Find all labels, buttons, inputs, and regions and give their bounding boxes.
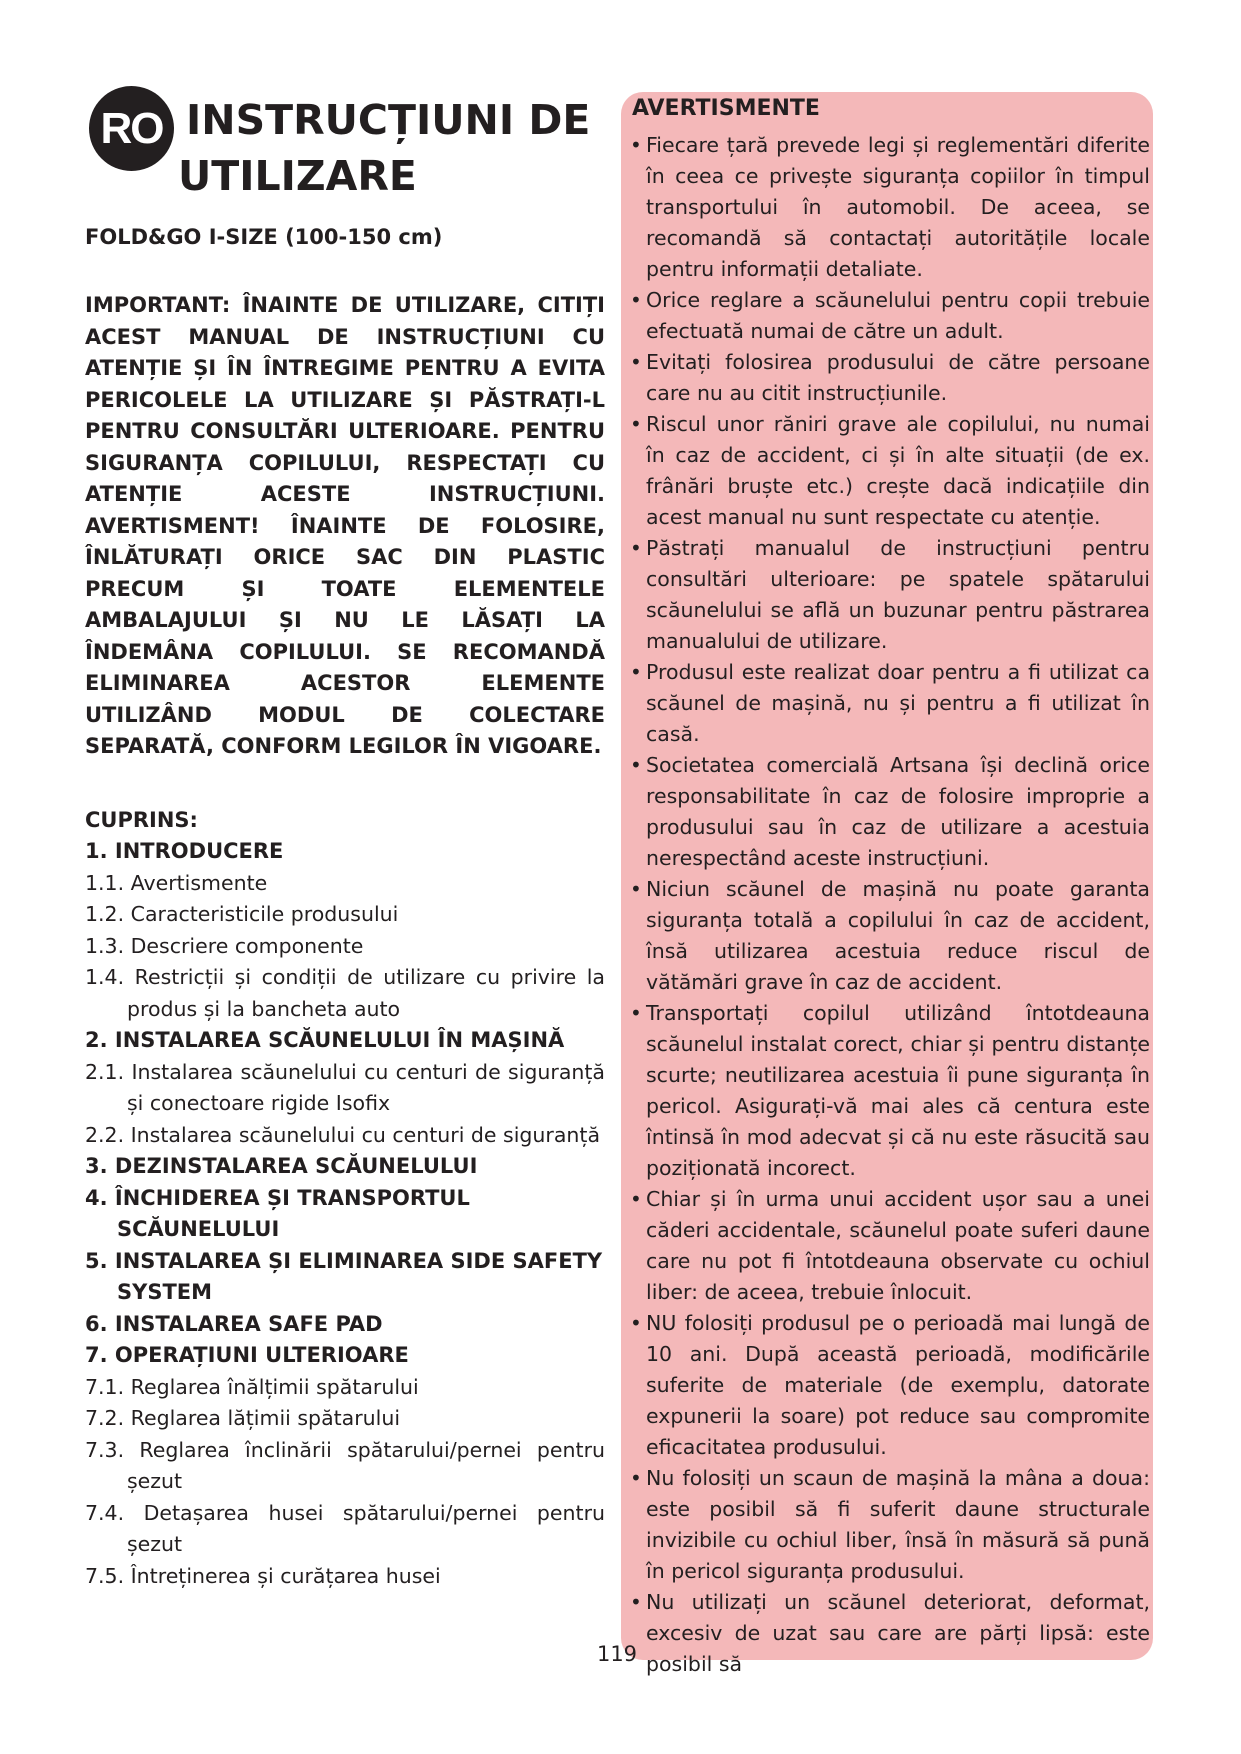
toc-item: 7.1. Reglarea înălțimii spătarului [85,1374,419,1399]
important-notice: IMPORTANT: ÎNAINTE DE UTILIZARE, CITIȚI ACEST MANUAL DE INSTRUCȚIUNI CU ATENȚIE ȘI ÎN ÎNTREGIME PENTRU A EVITA PERICOLELE LA UTILIZARE ȘI PĂSTRAȚI-L PENTRU CONSULTĂRI ULTERIOARE. PENTRU SIGURANȚA COPILULUI, RESPECTAȚI CU ATENȚIE ACESTE INSTRUCȚIUNI. AVERTISMENT! ÎNAINTE DE FOLOSIRE, ÎNLĂTURAȚI ORICE SAC DIN PLASTIC PRECUM ȘI TOATE ELEMENTELE AMBALAJULUI ȘI NU LE LĂSAȚI LA ÎNDEMÂNA COPILULUI. SE RECOMANDĂ ELIMINAREA ACESTOR ELEMENTE UTILIZÂND MODUL DE COLECTARE SEPARATĂ, CONFORM LEGILOR ÎN VIGOARE. [85,293,605,758]
warning-item [630,657,1150,750]
bullet-icon: • [630,133,642,157]
warning-item [630,409,1150,533]
toc-item: 3. DEZINSTALAREA SCĂUNELULUI [85,1154,478,1178]
toc-item: 2.1. Instalarea scăunelului cu centuri de siguranță și conectoare rigide Isofix [85,1059,605,1115]
warning-text: Păstrați manualul de instrucțiuni pentru consultări ulterioare: pe spatele spătarului scăunelului se află un buzunar pentru păstrarea manualului de utilizare. [646,536,1150,653]
page-title [178,92,606,204]
warning-item [630,750,1150,874]
warning-text: Societatea comercială Artsana își declină orice responsabilitate în caz de folosire improprie a produsului sau în caz de utilizare a acestuia nerespectând aceste instrucțiuni. [646,753,1150,870]
bullet-icon: • [630,753,642,777]
warning-item [630,1587,1150,1680]
bullet-icon: • [630,1187,642,1211]
bullet-icon: • [630,660,642,684]
bullet-icon: • [630,412,642,436]
title-line-2: UTILIZARE [178,152,417,200]
bullet-icon: • [630,1001,642,1025]
warning-text: Fiecare țară prevede legi și reglementări diferite în ceea ce privește siguranța copiilor în timpul transportului în automobil. De aceea, se recomandă să contactați autoritățile locale pentru informații detaliate. [646,133,1150,281]
warning-text: Evitați folosirea produsului de către persoane care nu au citit instrucțiunile. [646,350,1150,405]
toc-item: 5. INSTALAREA ȘI ELIMINAREA SIDE SAFETY SYSTEM [85,1248,603,1304]
bullet-icon: • [630,877,642,901]
toc-item: 1.2. Caracteristicile produsului [85,902,399,926]
bullet-icon: • [630,536,642,560]
warning-text: Riscul unor răniri grave ale copilului, nu numai în caz de accident, ci și în alte situații (de ex. frânări bruște etc.) crește dacă indicațiile din acest manual nu sunt respectate cu atenție. [646,412,1150,529]
toc-item: 7.4. Detașarea husei spătarului/pernei pentru șezut [85,1500,605,1556]
warning-text: Produsul este realizat doar pentru a fi utilizat ca scăunel de mașină, nu și pentru a fi utilizat în casă. [646,660,1150,746]
toc-item: 2.2. Instalarea scăunelului cu centuri de siguranță [85,1122,601,1147]
toc-heading: CUPRINS: [85,807,198,832]
title-line-1: INSTRUCȚIUNI DE [186,96,591,144]
toc-item: 2. INSTALAREA SCĂUNELULUI ÎN MAȘINĂ [85,1028,565,1052]
warning-item [630,998,1150,1184]
warning-text: Nu folosiți un scaun de mașină la mâna a doua: este posibil să fi suferit daune structurale invizibile cu ochiul liber, însă în măsură să pună în pericol siguranța produsului. [646,1466,1150,1583]
warning-item [630,1184,1150,1308]
product-name: FOLD&GO I-SIZE (100-150 cm) [85,225,443,249]
warning-item [630,347,1150,409]
toc-item: 1.4. Restricții și condiții de utilizare cu privire la produs și la bancheta auto [85,965,605,1021]
bullet-icon: • [630,288,642,312]
toc-item: 7.3. Reglarea înclinării spătarului/pernei pentru șezut [85,1437,605,1493]
bullet-icon: • [630,1590,642,1614]
warning-text: Chiar și în urma unui accident ușor sau a unei căderi accidentale, scăunelul poate suferi daune care nu pot fi întotdeauna observate cu ochiul liber: de aceea, trebuie înlocuit. [646,1187,1150,1304]
warning-item [630,874,1150,998]
warning-text: NU folosiți produsul pe o perioadă mai lungă de 10 ani. După această perioadă, modificările suferite de materiale (de exemplu, datorate expunerii la soare) pot reduce sau compromite eficacitatea produsului. [646,1311,1150,1459]
toc-item: 1.1. Avertismente [85,870,268,895]
warning-item [630,130,1150,285]
warnings-list [630,130,1150,1680]
warning-item [630,533,1150,657]
language-badge-ro: RO [89,86,174,171]
toc-item: 6. INSTALAREA SAFE PAD [85,1311,383,1336]
toc-item: 1.3. Descriere componente [85,933,364,958]
warning-text: Orice reglare a scăunelului pentru copii trebuie efectuată numai de către un adult. [646,288,1150,343]
warning-item [630,1463,1150,1587]
toc-item: 7. OPERAȚIUNI ULTERIOARE [85,1343,409,1367]
warning-item [630,1308,1150,1463]
toc-item: 1. INTRODUCERE [85,839,284,863]
bullet-icon: • [630,1466,642,1490]
page-number: 119 [596,1642,638,1666]
warnings-title: AVERTISMENTE [632,96,820,121]
toc-item: 4. ÎNCHIDEREA ȘI TRANSPORTUL SCĂUNELULUI [85,1185,470,1241]
warning-text: Niciun scăunel de mașină nu poate garanta siguranța totală a copilului în caz de accident, însă utilizarea acestuia reduce riscul de vătămări grave în caz de accident. [646,877,1150,994]
warning-text: Nu utilizați un scăunel deteriorat, deformat, excesiv de uzat sau care are părți lipsă: este posibil să [646,1590,1150,1676]
bullet-icon: • [630,350,642,374]
table-of-contents [85,836,605,1592]
toc-item: 7.2. Reglarea lățimii spătarului [85,1406,401,1430]
left-column [85,222,605,1592]
toc-item: 7.5. Întreținerea și curățarea husei [85,1563,441,1588]
warning-item [630,285,1150,347]
bullet-icon: • [630,1311,642,1335]
warning-text: Transportați copilul utilizând întotdeauna scăunelul instalat corect, chiar și pentru distanțe scurte; neutilizarea acestuia îi pune siguranța în pericol. Asigurați-vă mai ales că centura este întinsă în mod adecvat și că nu este răsucită sau poziționată incorect. [646,1001,1150,1180]
